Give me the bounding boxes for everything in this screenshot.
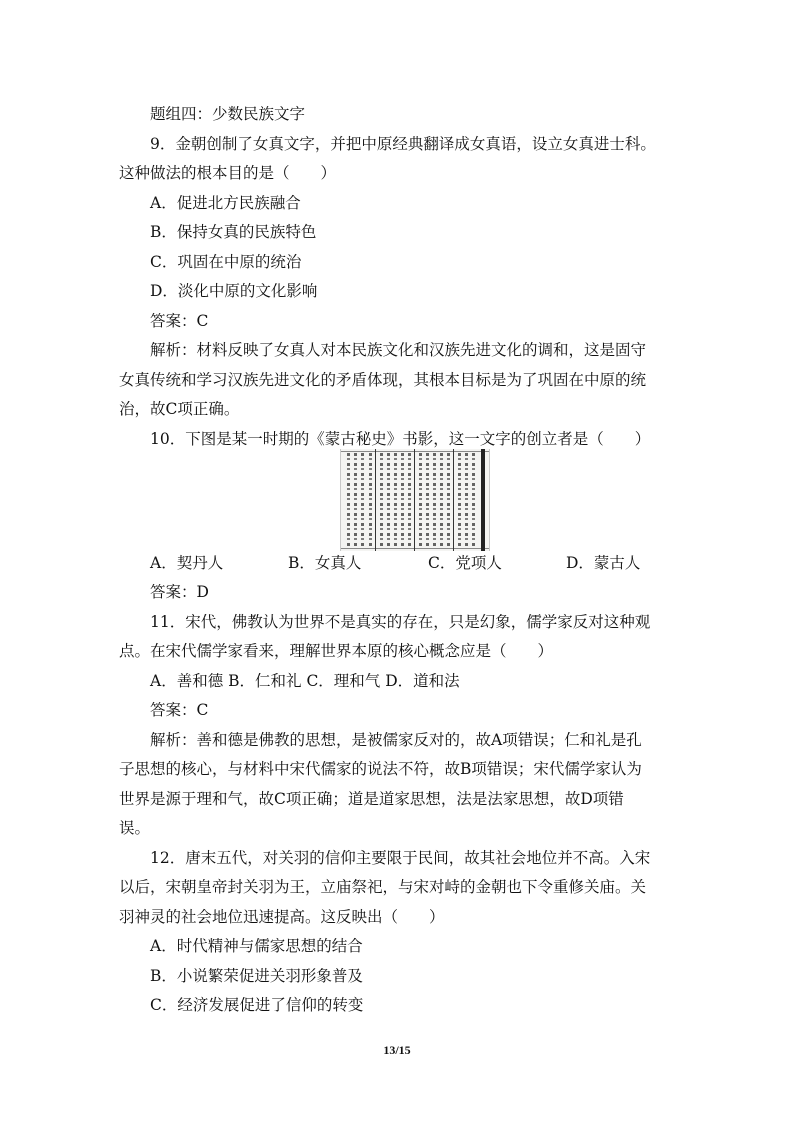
q11-analysis-line-2: 子思想的核心，与材料中宋代儒家的说法不符，故B项错误；宋代儒学家认为	[119, 760, 642, 778]
q11-analysis-line-3: 世界是源于理和气，故C项正确；道是道家思想，法是法家思想，故D项错	[119, 790, 624, 808]
q12-stem-line-3: 羽神灵的社会地位迅速提高。这反映出（ ）	[119, 908, 445, 926]
q9-stem-line-1: 9．金朝创制了女真文字，并把中原经典翻译成女真语，设立女真进士科。	[150, 135, 656, 153]
q10-stem: 10．下图是某一时期的《蒙古秘史》书影，这一文字的创立者是（ ）	[150, 430, 651, 448]
q11-analysis-line-1: 解析：善和德是佛教的思想，是被儒家反对的，故A项错误；仁和礼是孔	[150, 731, 642, 749]
q11-stem-line-2: 点。在宋代儒学家看来，理解世界本原的核心概念应是（ ）	[119, 642, 554, 660]
q9-stem-line-2: 这种做法的根本目的是（ ）	[119, 164, 337, 182]
section-heading: 题组四：少数民族文字	[150, 105, 306, 123]
q9-analysis-line-3: 治，故C项正确。	[119, 400, 240, 418]
q9-option-d: D．淡化中原的文化影响	[150, 282, 318, 300]
q12-stem-line-1: 12．唐末五代，对关羽的信仰主要限于民间，故其社会地位并不高。入宋	[150, 849, 651, 867]
q9-option-b: B．保持女真的民族特色	[150, 223, 317, 241]
q10-answer: 答案：D	[150, 583, 209, 601]
q11-options: A．善和德 B．仁和礼 C．理和气 D．道和法	[150, 672, 460, 690]
page-number: 13/15	[383, 1043, 411, 1057]
q10-option-c: C．党项人	[428, 554, 502, 572]
q10-option-b: B．女真人	[288, 554, 362, 572]
q12-option-a: A．时代精神与儒家思想的结合	[150, 937, 363, 955]
q10-option-d: D．蒙古人	[566, 554, 641, 572]
q11-analysis-line-4: 误。	[119, 819, 151, 837]
q11-stem-line-1: 11．宋代，佛教认为世界不是真实的存在，只是幻象，儒学家反对这种观	[150, 613, 651, 631]
secret-history-book-image	[340, 449, 490, 551]
q10-option-a: A．契丹人	[150, 554, 224, 572]
q12-option-b: B．小说繁荣促进关羽形象普及	[150, 967, 363, 985]
q12-option-c: C．经济发展促进了信仰的转变	[150, 996, 364, 1014]
q11-answer: 答案：C	[150, 701, 209, 719]
q12-stem-line-2: 以后，宋朝皇帝封关羽为王，立庙祭祀，与宋对峙的金朝也下令重修关庙。关	[119, 878, 647, 896]
q9-answer: 答案：C	[150, 312, 209, 330]
q9-analysis-line-1: 解析：材料反映了女真人对本民族文化和汉族先进文化的调和，这是固守	[150, 341, 647, 359]
q9-option-a: A．促进北方民族融合	[150, 194, 301, 212]
q9-option-c: C．巩固在中原的统治	[150, 253, 302, 271]
q9-analysis-line-2: 女真传统和学习汉族先进文化的矛盾体现，其根本目标是为了巩固在中原的统	[119, 371, 647, 389]
